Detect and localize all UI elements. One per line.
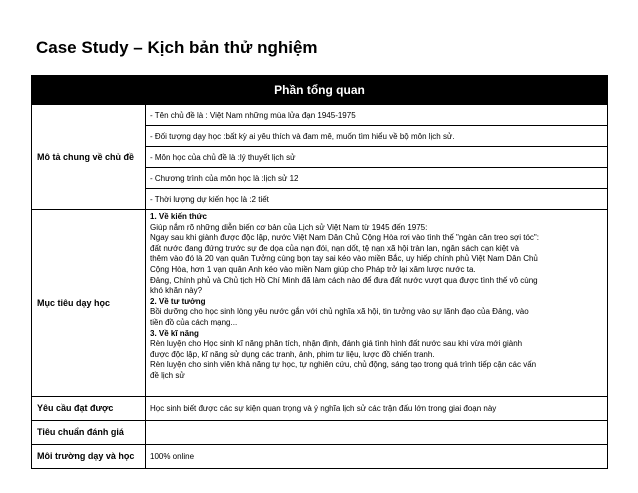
goals-line: Rèn luyện cho Học sinh kĩ năng phân tích, nhận định, đánh giá tình hình đất nước sau khi vừa mới giành: [150, 339, 523, 349]
overview-item: - Tên chủ đề là : Việt Nam những mùa lửa đạn 1945-1975: [150, 111, 356, 120]
overview-item: - Thời lượng dự kiến học là :2 tiết: [150, 195, 269, 204]
goals-label: Mục tiêu dạy học: [32, 210, 146, 397]
goals-heading: 3. Về kĩ năng: [150, 328, 199, 338]
overview-item: - Đối tượng dạy học :bất kỳ ai yêu thích và đam mê, muốn tìm hiểu về bộ môn lịch sử.: [150, 132, 455, 141]
criteria-value: [146, 420, 608, 444]
goals-line: Cộng Hòa, hơn 1 vạn quân Anh kéo vào miền Nam giúp cho Pháp trở lại xâm lược nước ta.: [150, 264, 476, 274]
goals-line: được độc lập, kĩ năng sử dụng các tranh, ảnh, phim tư liệu, lược đồ chiến tranh.: [150, 349, 435, 359]
table-header: Phần tổng quan: [32, 76, 608, 105]
goals-heading: 1. Về kiến thức: [150, 212, 207, 221]
goals-line: Rèn luyện cho sinh viên khả năng tự học, tự nghiên cứu, chủ động, sáng tạo trong quá trình tiếp cận các vấn: [150, 360, 537, 370]
environment-value: 100% online: [146, 444, 608, 468]
overview-table: [31, 75, 608, 469]
goals-line: tiền đồ của cách mạng...: [150, 317, 238, 327]
goals-line: Ngay sau khi giành được độc lập, nước Việt Nam Dân Chủ Cộng Hòa rơi vào tình thế "ngàn cân treo sợi tóc":: [150, 233, 539, 243]
goals-line: khó khăn này?: [150, 286, 203, 296]
goals-heading: 2. Về tư tưởng: [150, 296, 206, 306]
goals-line: thêm vào đó là 20 vạn quân Tưởng cùng bọn tay sai kéo vào miền Bắc, uy hiếp chính phủ Việt Nam Dân Chủ: [150, 254, 538, 264]
goals-line: Bồi dưỡng cho học sinh lòng yêu nước gắn với chủ nghĩa xã hội, tin tưởng vào sự lãnh đạo của Đảng, vào: [150, 307, 529, 317]
overview-item: - Môn học của chủ đề là :lý thuyết lịch sử: [150, 153, 296, 162]
overview-item: - Chương trình của môn học là :lịch sử 12: [150, 174, 299, 183]
goals-line: Đảng, Chính phủ và Chủ tịch Hồ Chí Minh đã làm cách nào để đưa đất nước vượt qua được tình thế vô cùng: [150, 275, 538, 285]
requirements-label: Yêu cầu đạt được: [32, 396, 146, 420]
page-title: Case Study – Kịch bản thử nghiệm: [36, 38, 318, 57]
goals-content: [150, 212, 603, 382]
goals-line: đề lịch sử: [150, 370, 185, 380]
environment-label: Môi trường dạy và học: [32, 444, 146, 468]
goals-line: đất nước đang đứng trước sự đe dọa của nạn đói, nạn dốt, tệ nạn xã hội tràn lan, ngân sách cạn kiệt và: [150, 243, 520, 253]
goals-line: Giúp nắm rõ những diễn biến cơ bản của Lịch sử Việt Nam từ 1945 đến 1975:: [150, 222, 428, 232]
overview-label: Mô tả chung về chủ đề: [32, 105, 146, 210]
criteria-label: Tiêu chuẩn đánh giá: [32, 420, 146, 444]
requirements-value: Học sinh biết được các sự kiện quan trọng và ý nghĩa lịch sử các trận đấu lớn trong giai đoạn này: [146, 396, 608, 420]
